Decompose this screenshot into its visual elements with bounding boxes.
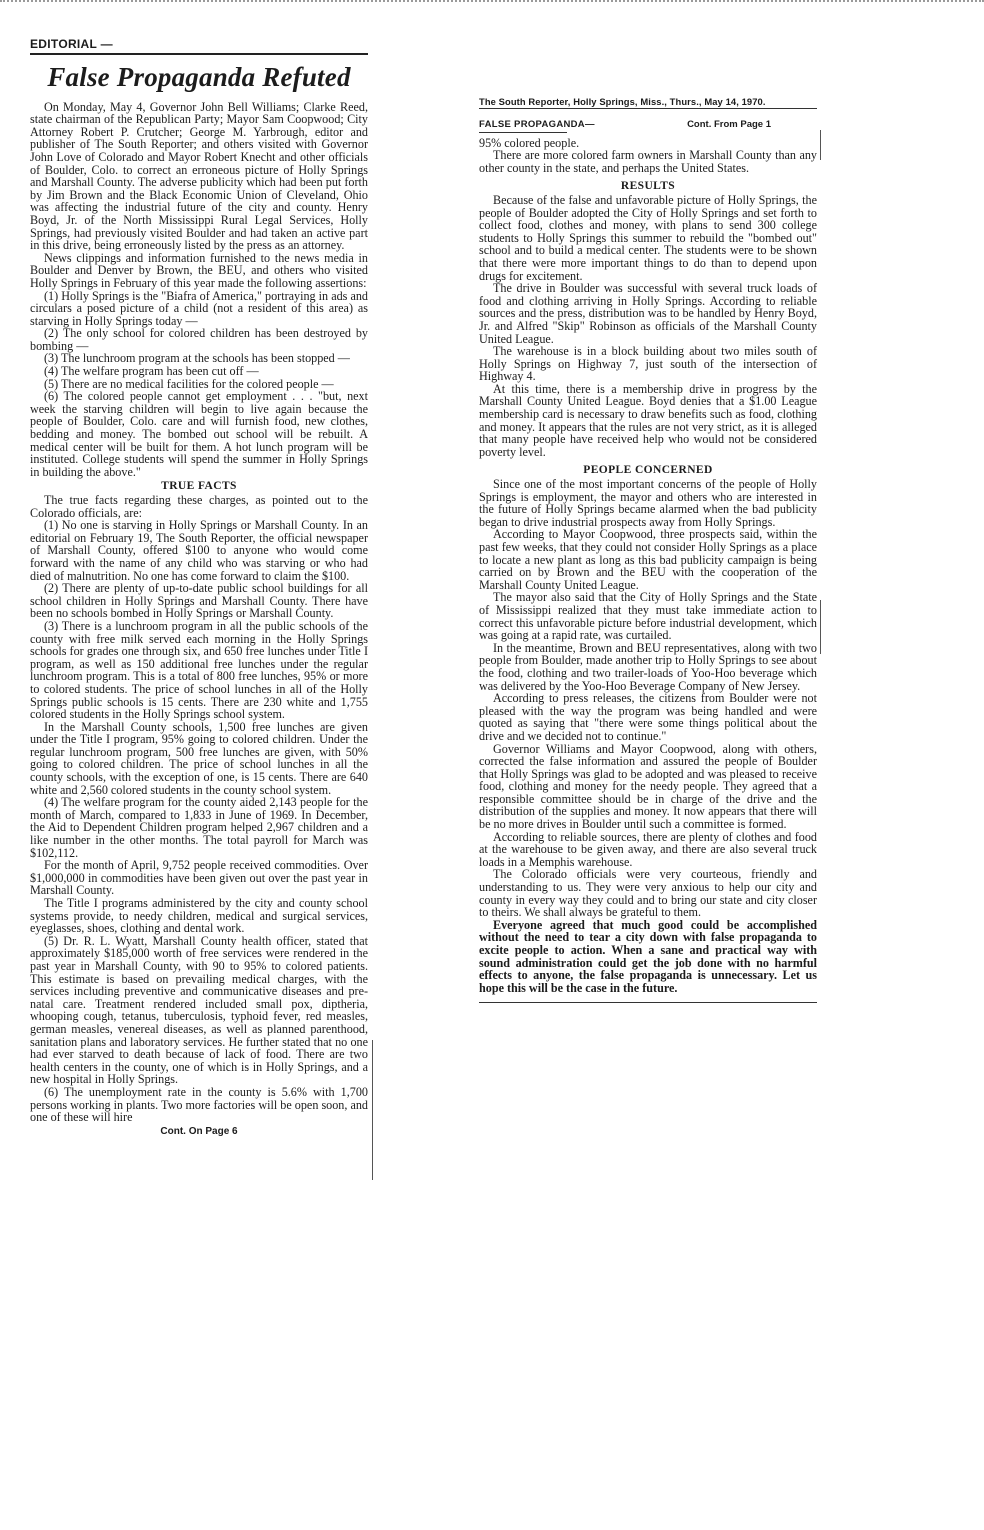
true-facts-section <box>30 494 368 1124</box>
fact-paragraph: (3) There is a lunchroom program in all the public schools of the county with free milk served each morning in the Holly Springs schools for grades one through six, and 650 free lunches under Title I program, as well as 150 additional free lunches under the regular lunchroom program. This is a total of 800 free lunches, 95% or more to colored students. The price of school lunches in all of the Holly Springs public schools is 15 cents. There are 230 white and 1,755 colored students in the Holly Springs school system. <box>30 618 368 722</box>
true-facts-heading: TRUE FACTS <box>161 480 237 493</box>
people-paragraph: Governor Williams and Mayor Coopwood, along with others, corrected the false information and assured the people of Boulder that Holly Springs was glad to be adopted and was pleased to receive food, clothing and money for the needy people. They agreed that a responsible committee should be in charge of the drive and the distribution of the supplies and money. It now appears that there will be no more drives in Boulder until such a committee is formed. <box>479 741 817 832</box>
dateline: The South Reporter, Holly Springs, Miss., Thurs., May 14, 1970. <box>479 96 766 107</box>
results-section <box>479 194 817 458</box>
fact-paragraph: The true facts regarding these charges, as pointed out to the Colorado officials, are: <box>30 493 368 520</box>
intro-section <box>30 101 368 479</box>
margin-mark <box>820 600 821 654</box>
editorial-kicker-row <box>30 38 368 51</box>
margin-mark <box>820 130 821 160</box>
people-paragraph: According to reliable sources, there are plenty of clothes and food at the warehouse to be given away, and there are also several truck loads in a Memphis warehouse. <box>479 829 817 869</box>
continued-on-label: Cont. On Page 6 <box>160 1125 238 1137</box>
results-paragraph: Because of the false and unfavorable picture of Holly Springs, the people of Boulder adopted the City of Holly Springs and set forth to collect food, clothes and money, with plans to send 300 college students to Holly Springs this summer to rebuild the "bombed out" school and to build a medical center. The students were to be shown that there were more important things to do than to depend upon drugs for excitement. <box>479 192 817 283</box>
continuation-rule <box>479 132 567 133</box>
editorial-label: EDITORIAL — <box>30 37 113 51</box>
page-top-border <box>0 0 984 5</box>
results-paragraph: At this time, there is a membership drive in progress by the Marshall County United League. Boyd denies that a $1.00 League membership card is necessary to draw benefits such as food, clothing and money. It appears that the rules are not very strict, as it is alleged that many people have received help who would not be considered poverty level. <box>479 381 817 459</box>
opening-paragraph: 95% colored people. <box>479 135 580 150</box>
assertion-item: (2) The only school for colored children has been destroyed by bombing — <box>30 326 368 353</box>
end-rule <box>479 1002 817 1003</box>
fact-paragraph: The Title I programs administered by the city and county school systems provide, to needy children, medical and surgical services, eyeglasses, shoes, clothing and dental work. <box>30 896 368 936</box>
fact-paragraph: (6) The unemployment rate in the county is 5.6% with 1,700 persons working in plants. Two more factories will be open soon, and one of these will hire <box>30 1084 368 1125</box>
results-heading: RESULTS <box>620 180 676 193</box>
continuation-label: FALSE PROPAGANDA— <box>479 119 595 130</box>
people-paragraph: In the meantime, Brown and BEU representatives, along with two people from Boulder, made another trip to Holly Springs to see about the food, clothing and two trailer-loads of Yoo-Hoo beverage which was delivered by the Yoo-Hoo Beverage Company of New Jersey. <box>479 640 817 693</box>
intro-paragraph: On Monday, May 4, Governor John Bell Williams; Clarke Reed, state chairman of the Republican Party; Mayor Sam Coopwood; City Attorney Robert P. Crutcher; George M. Yarbrough, editor and publisher of The South Reporter; and others visited with Governor John Love of Colorado and Mayor Robert Knecht and other officials of Boulder, Colo. to correct an erroneous picture of Holly Springs and Marshall County. The adverse publicity which had been put forth by Jim Brown and the Black Economic Union of Cleveland, Ohio was affecting the industrial future of the city and county. Henry Boyd, Jr. of the North Mississippi Rural Legal Services, Holly Springs, had previously visited Boulder and had taken an active part in this drive, being erroneously listed by the press as an attorney. <box>30 99 368 253</box>
results-paragraph: The drive in Boulder was successful with several truck loads of food and clothing arriving in Holly Springs. According to reliable sources and the press, distribution was to be handled by Henry Boyd, Jr. and Alfred "Skip" Robinson as officials of the Marshall County United League. <box>479 281 817 346</box>
closing-paragraph: Everyone agreed that much good could be accomplished without the need to tear a city down with false propaganda to excite people to action. When a sane and practical way with sound administration could get the job done with no harmful effects to anyone, the false propaganda is unnecessary. Let us hope this will be the case in the future. <box>479 917 817 995</box>
people-paragraph: Since one of the most important concerns of the people of Holly Springs is employment, the mayor and others who are interested in the future of Holly Springs became alarmed when the bad publicity began to drive industrial prospects away from Holly Springs. <box>479 477 817 529</box>
people-concerned-heading: PEOPLE CONCERNED <box>583 464 713 477</box>
fact-paragraph: For the month of April, 9,752 people received commodities. Over $1,000,000 in commodities have been given out over the past year in Marshall County. <box>30 858 368 898</box>
continued-from-label: Cont. From Page 1 <box>687 119 771 130</box>
results-paragraph: The warehouse is in a block building about two miles south of Holly Springs on Highway 7, just south of the intersection of Highway 4. <box>479 344 817 384</box>
fact-paragraph: (4) The welfare program for the county aided 2,143 people for the month of March, compared to 1,833 in June of 1969. In December, the Aid to Dependent Children program helped 2,967 children and a like number in the other months. The total payroll for March was $102,112. <box>30 795 368 860</box>
people-paragraph: The mayor also said that the City of Holly Springs and the State of Mississippi realized that they must take immediate action to correct this unfavorable picture before industrial development, which was going at a rapid rate, was curtailed. <box>479 590 817 643</box>
assertion-item: (3) The lunchroom program at the schools has been stopped — <box>44 351 350 366</box>
kicker-rule <box>30 53 368 55</box>
assertion-item: (1) Holly Springs is the "Biafra of America," portraying in ads and circulars a posed picture of a child (not a resident of this area) as starving in Holly Springs today — <box>30 288 368 328</box>
fact-paragraph: (1) No one is starving in Holly Springs or Marshall County. In an editorial on February 19, The South Reporter, the official newspaper of Marshall County, offered $100 to anyone who would come forward with the name of any child who was starving or who had died of malnutrition. No one has come forward to claim the $100. <box>30 518 368 583</box>
margin-mark <box>372 1040 373 1180</box>
people-paragraph: According to press releases, the citizens from Boulder were not pleased with the way the program was being handled and were quoted as saying that "there were some things political about the drive and we decided not to continue." <box>479 691 817 743</box>
editorial-column-left <box>30 38 368 1138</box>
fact-paragraph: (5) Dr. R. L. Wyatt, Marshall County health officer, stated that approximately $185,000 worth of free services were rendered in the past year in Marshall County, with 90 to 95% to colored patients. This estimate is based on prevailing medical charges, with the services including preventive and communicative diseases and pre-natal care. Treatment rendered included small pox, diptheria, whooping cough, tetanus, tuberculosis, typhoid fever, red measles, german measles, venereal diseases, as well as planned parenthood, sanitation plans and laboratory services. He further stated that no one had ever starved to death because of lack of food. There are two health centers in the county, one of which is in Holly Springs, and a new hospital in Holly Springs. <box>30 933 368 1087</box>
assertion-item: (6) The colored people cannot get employment . . . "but, next week the starving children will begin to live again because the people of Boulder, Colo. care and will furnish food, new clothes, bedding and money. The bombed out school will be rebuilt. A medical center will be built for them. A hot lunch program will be instituted. College students will spend the summer in Holly Springs in building the above." <box>30 389 368 479</box>
people-paragraph: According to Mayor Coopwood, three prospects said, within the past few weeks, that they could not consider Holly Springs as a place to locate a new plant as long as this bad publicity campaign is being carried on by Brown and the BEU with the cooperation of the Marshall County United League. <box>479 527 817 592</box>
headline: False Propaganda Refuted <box>47 61 351 92</box>
fact-paragraph: In the Marshall County schools, 1,500 free lunches are given under the Title I program, 95% going to colored children. Under the regular lunchroom program, 500 free lunches are given, with 50% going to colored children. The price of school lunches in all the county schools, with the exception of one, is 15 cents. There are 640 white and 2,560 colored students in the county school system. <box>30 719 368 797</box>
editorial-column-right <box>479 96 817 1003</box>
intro-paragraph: News clippings and information furnished to the news media in Boulder and Denver by Brown, the BEU, and others who visited Holly Springs in February of this year made the following assertions: <box>30 250 368 290</box>
continuation-header <box>479 119 817 132</box>
assertion-item: (5) There are no medical facilities for the colored people — <box>44 376 334 391</box>
people-concerned-section <box>479 478 817 919</box>
assertion-item: (4) The welfare program has been cut off — <box>44 364 259 379</box>
opening-paragraph: There are more colored farm owners in Marshall County than any other county in the state, and perhaps the United States. <box>479 148 817 175</box>
fact-paragraph: (2) There are plenty of up-to-date public school buildings for all school children in Holly Springs and Marshall County. There have been no schools bombed in Holly Springs or Marshall County. <box>30 581 368 621</box>
people-paragraph: The Colorado officials were very courteous, friendly and understanding to us. They were very anxious to help our city and county in every way they could and to bring our state and city closer to theirs. We shall always be grateful to them. <box>479 867 817 920</box>
dateline-rule <box>479 108 817 109</box>
